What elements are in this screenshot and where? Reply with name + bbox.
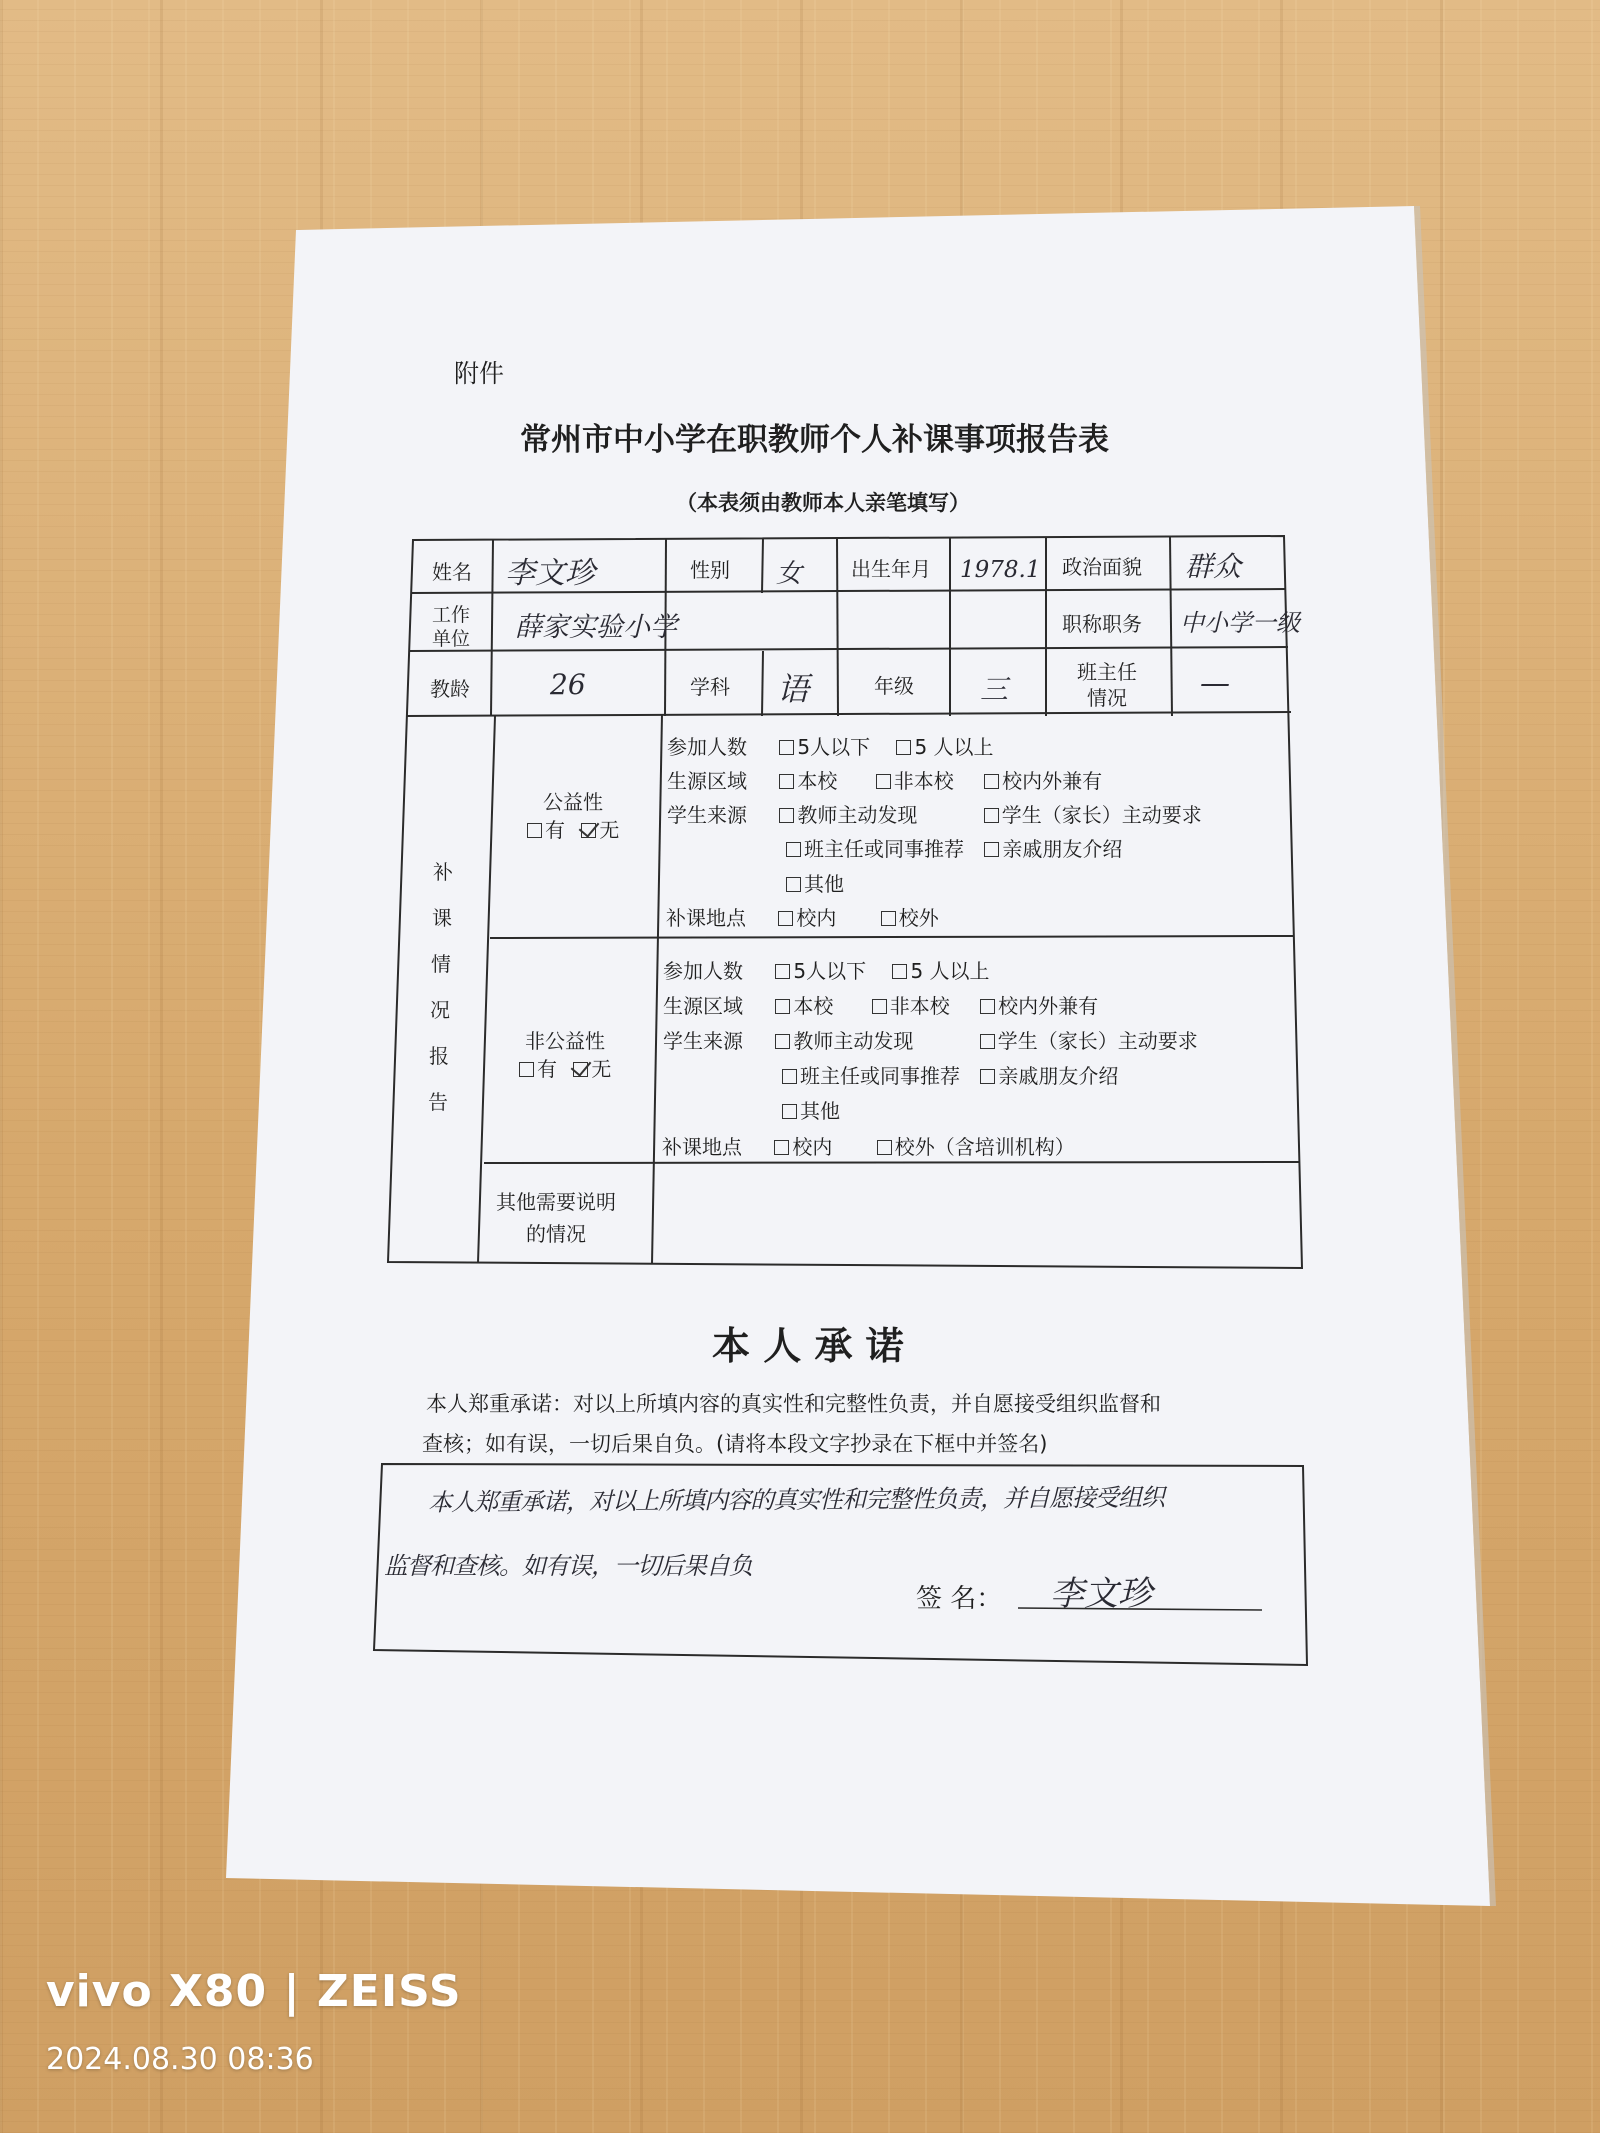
public-participants-label: 参加人数 (667, 735, 747, 759)
title-label: 职称职务 (1062, 612, 1142, 636)
public-location-row (666, 902, 939, 931)
public-region-label: 生源区域 (667, 769, 747, 793)
teaching-age-label: 教龄 (430, 677, 470, 701)
public-yes-no (527, 814, 619, 843)
name-value: 李文珍 (505, 556, 595, 591)
public-source-opt3-checkbox[interactable] (786, 842, 801, 857)
public-source-opt4: 亲戚朋友介绍 (1002, 837, 1123, 861)
public-participants-opt1-checkbox[interactable] (779, 740, 794, 755)
non-public-location-opt2-checkbox[interactable] (877, 1140, 892, 1155)
public-yes-checkbox[interactable] (527, 823, 542, 838)
non-public-location-row (662, 1131, 1075, 1160)
non-public-source-opt2: 学生（家长）主动要求 (997, 1029, 1198, 1053)
form-subtitle: （本表须由教师本人亲笔填写） (676, 490, 970, 515)
public-source-row2 (786, 833, 1122, 862)
other-label-2: 的情况 (526, 1222, 586, 1246)
form-title: 常州市中小学在职教师个人补课事项报告表 (520, 422, 1109, 458)
non-public-yes-checkbox[interactable] (519, 1062, 534, 1077)
non-public-participants-label: 参加人数 (663, 959, 743, 983)
non-public-region-opt2: 非本校 (889, 994, 950, 1018)
public-location-opt1-checkbox[interactable] (778, 911, 793, 926)
non-public-source-opt4-checkbox[interactable] (980, 1069, 995, 1084)
public-participants-row (667, 731, 994, 760)
public-source-row (667, 799, 1202, 828)
non-public-participants-opt2: 5 人以上 (910, 959, 990, 983)
non-public-source-opt5: 其他 (800, 1099, 840, 1123)
public-region-row (667, 765, 1102, 794)
work-unit-value: 薛家实验小学 (515, 612, 677, 643)
handwritten-pledge-line1: 本人郑重承诺，对以上所填内容的真实性和完整性负责，并自愿接受组织 (427, 1483, 1165, 1517)
public-location-label: 补课地点 (666, 906, 746, 930)
non-public-participants-opt2-checkbox[interactable] (892, 964, 907, 979)
non-public-region-opt3-checkbox[interactable] (980, 999, 995, 1014)
public-source-opt1: 教师主动发现 (797, 803, 918, 827)
public-yes-label: 有 (545, 818, 565, 842)
non-public-location-opt2: 校外（含培训机构） (894, 1135, 1075, 1159)
non-public-location-opt1: 校内 (792, 1135, 833, 1159)
non-public-source-row3 (782, 1095, 840, 1124)
vertical-label-3: 情 (431, 952, 451, 976)
non-public-participants-opt1: 5人以下 (793, 959, 867, 983)
public-source-row3 (786, 868, 844, 897)
non-public-location-opt1-checkbox[interactable] (774, 1140, 789, 1155)
name-label: 姓名 (432, 560, 472, 584)
non-public-source-opt5-checkbox[interactable] (782, 1104, 797, 1119)
non-public-source-opt2-checkbox[interactable] (980, 1034, 995, 1049)
title-value: 中小学一级 (1180, 609, 1300, 637)
non-public-yes-no (519, 1053, 611, 1082)
birth-label: 出生年月 (851, 557, 931, 581)
head-teacher-label-2: 情况 (1087, 686, 1127, 710)
grade-label: 年级 (874, 674, 914, 698)
public-region-opt2: 非本校 (893, 769, 954, 793)
teaching-age-value: 26 (550, 668, 586, 701)
non-public-region-label: 生源区域 (663, 994, 743, 1018)
non-public-region-opt1-checkbox[interactable] (775, 999, 790, 1014)
public-participants-opt1: 5人以下 (797, 735, 871, 759)
other-label-1: 其他需要说明 (496, 1190, 616, 1214)
public-location-opt1: 校内 (796, 906, 837, 930)
public-region-opt3: 校内外兼有 (1002, 769, 1103, 793)
camera-timestamp-watermark: 2024.08.30 08:36 (46, 2042, 314, 2077)
vertical-label-1: 补 (433, 860, 453, 884)
non-public-yes-label: 有 (537, 1057, 557, 1081)
public-source-label: 学生来源 (667, 803, 747, 827)
subject-value: 语 (777, 670, 810, 708)
pledge-text-line1: 本人郑重承诺：对以上所填内容的真实性和完整性负责，并自愿接受组织监督和 (426, 1392, 1161, 1416)
non-public-source-opt3-checkbox[interactable] (782, 1069, 797, 1084)
non-public-region-opt1: 本校 (793, 994, 834, 1018)
attachment-label: 附件 (454, 359, 505, 388)
public-location-opt2: 校外 (898, 906, 939, 930)
camera-brand-watermark: vivo X80 | ZEISS (46, 1966, 462, 2017)
subject-label: 学科 (690, 675, 730, 699)
public-label: 公益性 (543, 790, 603, 814)
public-source-opt2: 学生（家长）主动要求 (1001, 803, 1202, 827)
vertical-label-5: 报 (429, 1044, 449, 1068)
non-public-label: 非公益性 (525, 1029, 605, 1053)
public-region-opt1-checkbox[interactable] (779, 774, 794, 789)
non-public-source-opt3: 班主任或同事推荐 (800, 1064, 960, 1088)
gender-label: 性别 (690, 558, 730, 582)
pledge-heading: 本 人 承 诺 (712, 1323, 904, 1368)
non-public-source-opt1: 教师主动发现 (793, 1029, 914, 1053)
public-participants-opt2: 5 人以上 (914, 735, 994, 759)
political-label: 政治面貌 (1062, 555, 1142, 579)
grade-value: 三 (980, 673, 1009, 706)
public-region-opt2-checkbox[interactable] (876, 774, 891, 789)
vertical-label-2: 课 (432, 906, 452, 930)
public-region-opt1: 本校 (797, 769, 838, 793)
public-location-opt2-checkbox[interactable] (881, 911, 896, 926)
non-public-participants-opt1-checkbox[interactable] (775, 964, 790, 979)
political-value: 群众 (1185, 550, 1242, 583)
public-source-opt5-checkbox[interactable] (786, 877, 801, 892)
vertical-label-4: 况 (430, 998, 450, 1022)
non-public-location-label: 补课地点 (662, 1135, 742, 1159)
non-public-region-row (663, 990, 1098, 1019)
public-participants-opt2-checkbox[interactable] (896, 740, 911, 755)
non-public-source-opt1-checkbox[interactable] (775, 1034, 790, 1049)
non-public-no-checkbox[interactable] (573, 1062, 588, 1077)
non-public-source-row (663, 1025, 1198, 1054)
work-unit-label-2: 单位 (432, 628, 471, 650)
public-source-opt1-checkbox[interactable] (779, 808, 794, 823)
non-public-source-row2 (782, 1060, 1118, 1089)
vertical-label-6: 告 (428, 1090, 448, 1114)
public-source-opt2-checkbox[interactable] (984, 808, 999, 823)
public-source-opt3: 班主任或同事推荐 (804, 837, 964, 861)
non-public-participants-row (663, 955, 990, 984)
pledge-text-line2: 查核；如有误，一切后果自负。(请将本段文字抄录在下框中并签名) (422, 1432, 1048, 1456)
head-teacher-value: — (1200, 666, 1230, 701)
public-source-opt4-checkbox[interactable] (984, 842, 999, 857)
work-unit-label-1: 工作 (432, 604, 471, 626)
non-public-source-label: 学生来源 (663, 1029, 743, 1053)
non-public-source-opt4: 亲戚朋友介绍 (998, 1064, 1119, 1088)
signature-label: 签 名： (916, 1584, 1003, 1614)
public-region-opt3-checkbox[interactable] (984, 774, 999, 789)
head-teacher-label-1: 班主任 (1077, 660, 1137, 684)
gender-value: 女 (776, 559, 803, 589)
handwritten-pledge-line2: 监督和查核。如有误，一切后果自负 (384, 1552, 752, 1580)
public-no-label: 无 (599, 818, 620, 842)
public-source-opt5: 其他 (804, 872, 844, 896)
non-public-region-opt3: 校内外兼有 (998, 994, 1099, 1018)
birth-value: 1978.1 (960, 557, 1041, 583)
non-public-no-label: 无 (591, 1057, 612, 1081)
non-public-region-opt2-checkbox[interactable] (872, 999, 887, 1014)
signature-value: 李文珍 (1050, 1574, 1152, 1614)
public-no-checkbox[interactable] (581, 823, 596, 838)
